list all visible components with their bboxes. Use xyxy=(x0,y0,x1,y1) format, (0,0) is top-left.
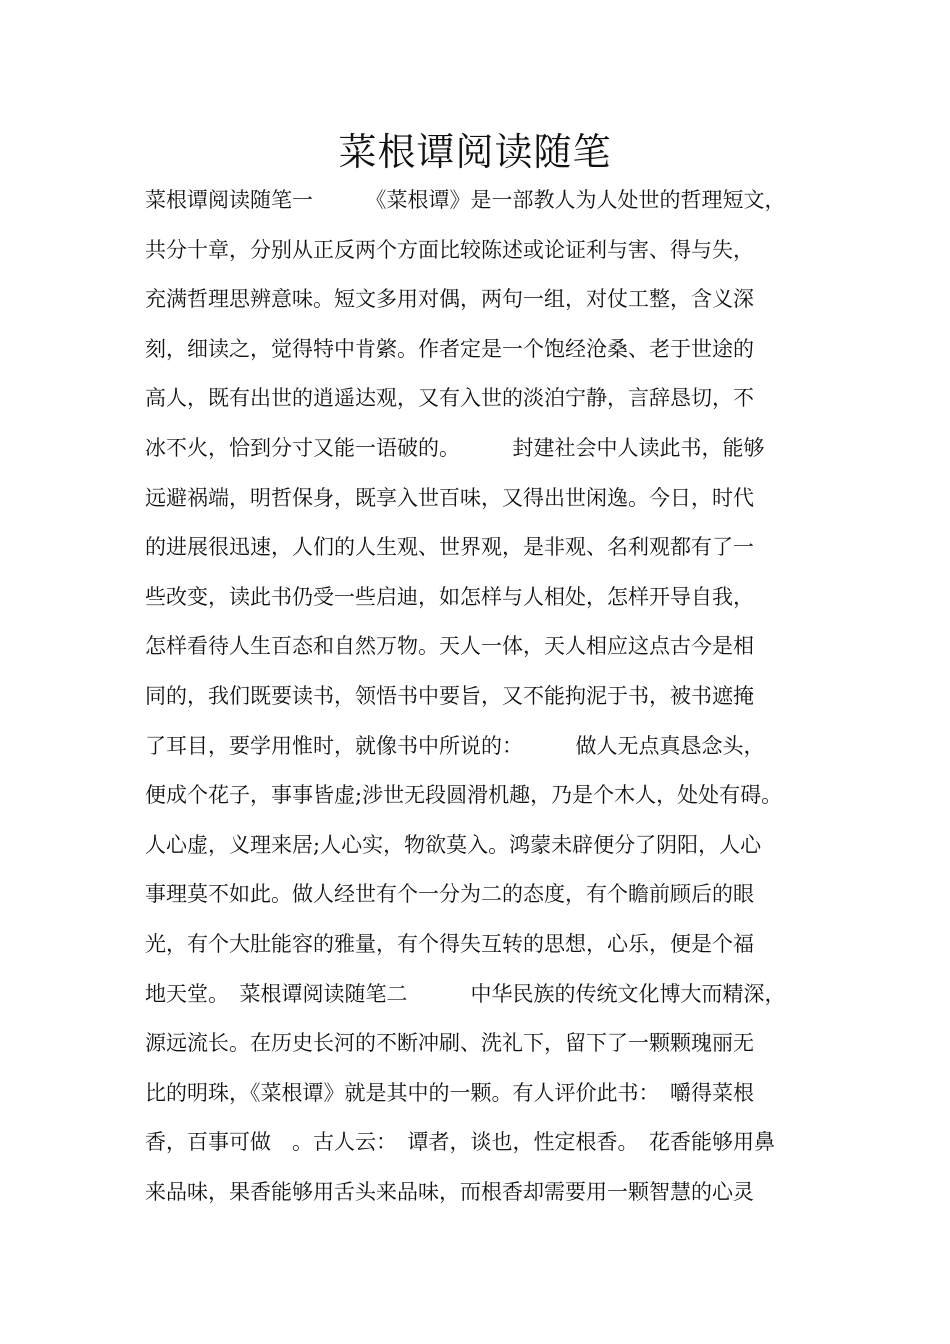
body-line: 了耳目，要学用惟时，就像书中所说的： 做人无点真恳念头， xyxy=(145,733,765,758)
document-title: 菜根谭阅读随笔 xyxy=(338,130,612,174)
body-line: 比的明珠，《菜根谭》就是其中的一颗。有人评价此书： 嚼得菜根 xyxy=(145,1080,754,1105)
document-body xyxy=(145,176,835,1217)
body-line: 共分十章，分别从正反两个方面比较陈述或论证利与害、得与失， xyxy=(145,237,754,262)
body-line: 地天堂。 菜根谭阅读随笔二 中华民族的传统文化博大而精深， xyxy=(145,981,786,1006)
body-line: 高人，既有出世的逍遥达观，又有入世的淡泊宁静，言辞恳切，不 xyxy=(145,386,754,411)
body-line: 光，有个大肚能容的雅量，有个得失互转的思想，心乐，便是个福 xyxy=(145,931,754,956)
body-line: 远避祸端，明哲保身，既享入世百味，又得出世闲逸。今日，时代 xyxy=(145,485,754,510)
body-line: 香，百事可做 。古人云： 谭者，谈也，性定根香。 花香能够用鼻 xyxy=(145,1130,775,1155)
body-line: 些改变，读此书仍受一些启迪，如怎样与人相处，怎样开导自我， xyxy=(145,584,754,609)
body-line: 刻，细读之，觉得特中肯綮。作者定是一个饱经沧桑、老于世途的 xyxy=(145,336,754,361)
body-line: 怎样看待人生百态和自然万物。天人一体，天人相应这点古今是相 xyxy=(145,634,754,659)
body-line: 冰不火，恰到分寸又能一语破的。 封建社会中人读此书，能够 xyxy=(145,435,765,460)
body-line: 便成个花子，事事皆虚;涉世无段圆滑机趣，乃是个木人，处处有碍。 xyxy=(145,783,783,808)
body-line: 来品味，果香能够用舌头来品味，而根香却需要用一颗智慧的心灵 xyxy=(145,1179,754,1204)
body-line: 人心虚，义理来居;人心实，物欲莫入。鸿蒙未辟便分了阴阳，人心 xyxy=(145,832,762,857)
body-line: 源远流长。在历史长河的不断冲刷、洗礼下，留下了一颗颗瑰丽无 xyxy=(145,1031,754,1056)
body-line: 的进展很迅速，人们的人生观、世界观，是非观、名利观都有了一 xyxy=(145,535,754,560)
body-line: 同的，我们既要读书，领悟书中要旨，又不能拘泥于书，被书遮掩 xyxy=(145,683,754,708)
body-line: 充满哲理思辨意味。短文多用对偶，两句一组，对仗工整，含义深 xyxy=(145,287,754,312)
body-line: 菜根谭阅读随笔一 《菜根谭》是一部教人为人处世的哲理短文， xyxy=(145,188,786,212)
body-line: 事理莫不如此。做人经世有个一分为二的态度，有个瞻前顾后的眼 xyxy=(145,882,754,907)
